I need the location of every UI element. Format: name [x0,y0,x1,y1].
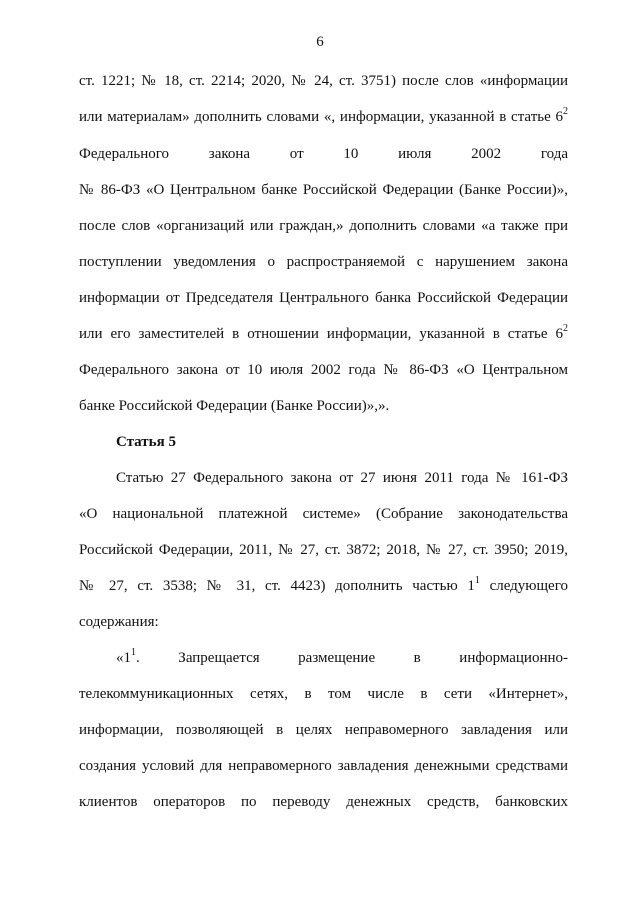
superscript: 1 [474,575,480,586]
text-line: банке Российской Федерации (Банке России)»,». [79,398,390,414]
word: от [289,146,304,162]
text-segment: следующего [479,578,568,594]
text-segment: «1 [116,650,131,666]
text-line: Статью 27 Федерального закона от 27 июня 2011 года № 161-ФЗ [116,470,568,486]
text-line: клиентов операторов по переводу денежных средств, банковских [79,794,568,810]
text-line: «О национальной платежной системе» (Собрание законодательства [79,506,568,522]
text-line: ст. 1221; № 18, ст. 2214; 2020, № 24, ст. 3751) после слов «информации [79,73,568,89]
text-line: телекоммуникационных сетях, в том числе в сети «Интернет», [79,686,568,702]
page-number: 6 [316,34,324,50]
text-line: № 86-ФЗ «О Центральном банке Российской Федерации (Банке России)», [79,182,568,198]
text-line [116,648,568,668]
text-line [79,144,568,164]
text-segment: № 27, ст. 3538; № 31, ст. 4423) дополнить частью 1 [79,578,475,594]
text-line: поступлении уведомления о распространяемой с нарушением закона [79,254,568,270]
text-segment: или материалам» дополнить словами «, информации, указанной в статье 6 [79,109,563,125]
article-heading: Статья 5 [116,434,176,450]
text-line: информации, позволяющей в целях неправомерного завладения или [79,722,568,738]
text-line: создания условий для неправомерного завладения денежными средствами [79,758,568,774]
text-line: Российской Федерации, 2011, № 27, ст. 3872; 2018, № 27, ст. 3950; 2019, [79,542,568,558]
text-line: содержания: [79,614,159,630]
word: Федерального [79,146,170,162]
text-line [79,107,568,127]
text-line [79,576,568,596]
superscript: 1 [131,647,136,658]
text-segment: . Запрещается размещение в информационно- [136,650,568,666]
word: закона [208,146,251,162]
text-segment: или его заместителей в отношении информации, указанной в статье 6 [79,326,563,342]
word: года [540,146,568,162]
word: 2002 [471,146,502,162]
superscript: 2 [563,323,568,334]
text-line [79,324,568,344]
text-line: Федерального закона от 10 июля 2002 года № 86-ФЗ «О Центральном [79,362,568,378]
word: июля [398,146,432,162]
superscript: 2 [563,106,568,117]
text-line: после слов «организаций или граждан,» дополнить словами «а также при [79,218,568,234]
word: 10 [343,146,359,162]
text-line: информации от Председателя Центрального банка Российской Федерации [79,290,568,306]
